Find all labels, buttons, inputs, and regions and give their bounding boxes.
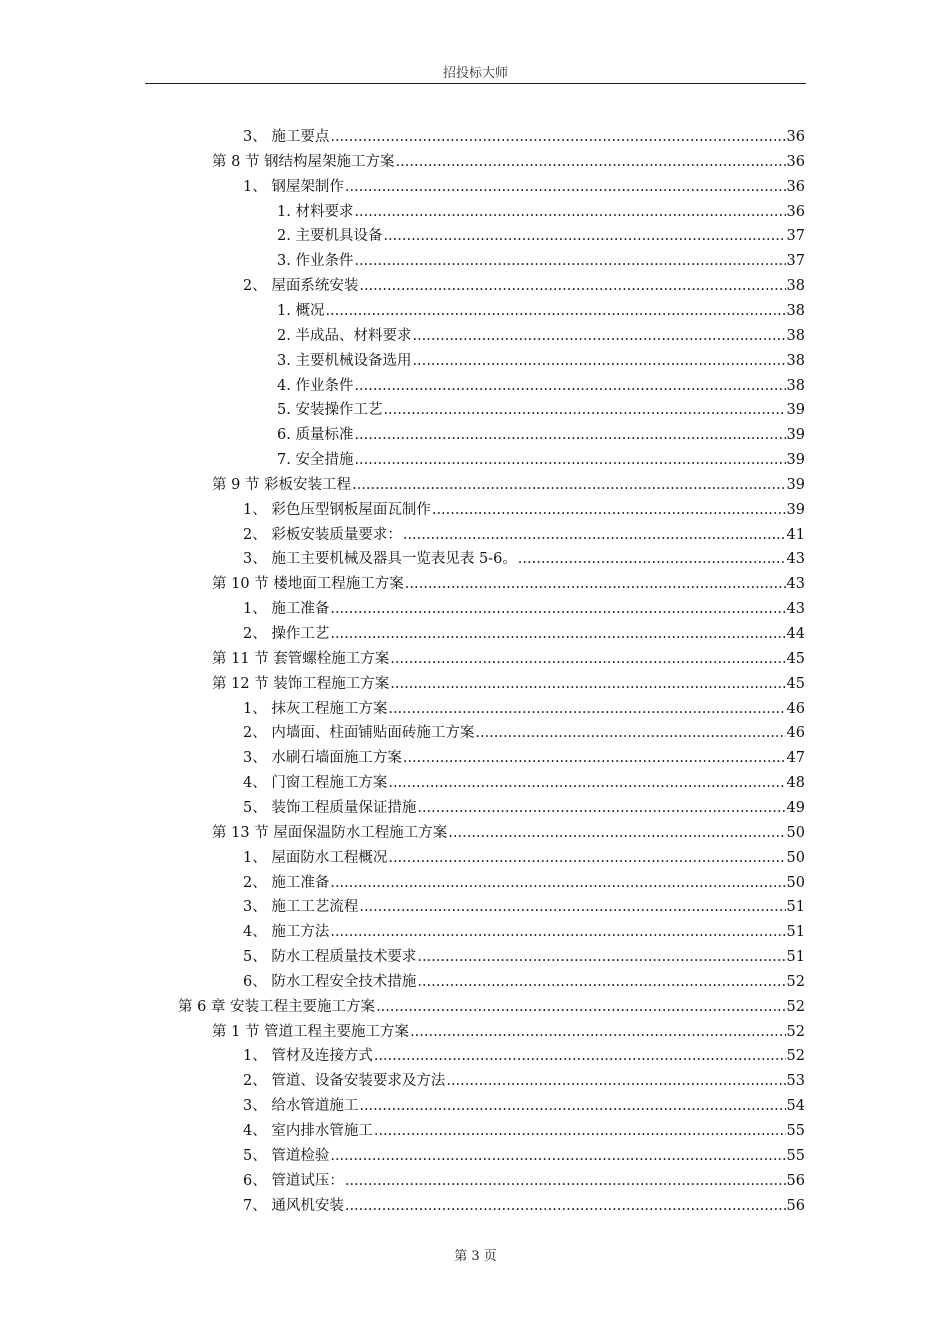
toc-entry[interactable]: [277, 374, 805, 398]
toc-entry-label: 1、 屋面防水工程概况: [243, 849, 388, 866]
toc-entry[interactable]: [243, 175, 805, 199]
toc-entry[interactable]: [243, 920, 805, 944]
toc-entry-page-number: 52: [786, 1023, 805, 1040]
toc-entry-label: 1. 材料要求: [277, 203, 354, 220]
toc-entry[interactable]: [277, 448, 805, 472]
toc-entry[interactable]: [243, 796, 805, 820]
toc-dot-leader: [330, 871, 785, 895]
toc-entry[interactable]: [243, 1194, 805, 1218]
toc-dot-leader: [374, 1044, 786, 1068]
toc-entry-label: 2、 施工准备: [243, 874, 330, 891]
toc-dot-leader: [388, 697, 785, 721]
toc-entry[interactable]: [212, 1020, 805, 1044]
toc-entry-label: 6. 质量标准: [277, 427, 354, 444]
toc-entry-page-number: 46: [786, 725, 805, 742]
toc-dot-leader: [345, 175, 786, 199]
toc-entry-page-number: 36: [786, 153, 805, 170]
toc-entry-label: 6、 管道试压：: [243, 1172, 344, 1189]
toc-dot-leader: [390, 647, 785, 671]
toc-entry-label: 5. 安装操作工艺: [277, 402, 383, 419]
toc-entry-label: 1、 管材及连接方式: [243, 1048, 373, 1065]
toc-entry-page-number: 55: [786, 1123, 805, 1139]
toc-entry-label: 4. 作业条件: [277, 377, 354, 394]
toc-entry-label: 第 10 节 楼地面工程施工方案: [212, 576, 404, 593]
toc-entry-label: 3. 作业条件: [277, 253, 354, 270]
toc-entry[interactable]: [277, 299, 805, 323]
toc-entry-label: 4、 门窗工程施工方案: [243, 775, 388, 792]
toc-dot-leader: [345, 1169, 786, 1193]
toc-entry-page-number: 38: [786, 302, 805, 319]
toc-entry-page-number: 47: [786, 750, 805, 767]
toc-entry[interactable]: [243, 547, 805, 571]
toc-dot-leader: [388, 846, 785, 870]
toc-entry[interactable]: [277, 324, 805, 348]
page-header: 招投标大师: [442, 66, 508, 81]
toc-entry-label: 1、 彩色压型钢板屋面瓦制作: [243, 501, 431, 518]
toc-entry-page-number: 43: [786, 576, 805, 593]
toc-entry-label: 3、 施工主要机械及器具一览表见表 5-6。: [243, 551, 517, 568]
toc-entry-label: 第 9 节 彩板安装工程: [212, 476, 352, 493]
toc-dot-leader: [475, 721, 785, 745]
toc-dot-leader: [448, 821, 785, 845]
toc-entry-label: 第 12 节 装饰工程施工方案: [212, 675, 390, 692]
toc-dot-leader: [396, 150, 786, 174]
toc-entry[interactable]: [243, 1044, 805, 1068]
toc-dot-leader: [330, 622, 785, 646]
toc-entry[interactable]: [243, 1144, 805, 1168]
toc-entry[interactable]: [243, 945, 805, 969]
toc-dot-leader: [354, 200, 785, 224]
toc-dot-leader: [374, 1119, 786, 1143]
toc-entry[interactable]: [277, 249, 805, 273]
toc-entry[interactable]: [243, 1169, 805, 1193]
toc-entry-label: 5、 装饰工程质量保证措施: [243, 799, 417, 816]
toc-entry-label: 2、 管道、设备安装要求及方法: [243, 1073, 446, 1090]
toc-dot-leader: [354, 249, 785, 273]
header-rule: [145, 83, 806, 84]
toc-entry[interactable]: [243, 498, 805, 522]
toc-entry-label: 2. 半成品、材料要求: [277, 327, 412, 344]
toc-entry[interactable]: [178, 995, 805, 1019]
toc-entry[interactable]: [243, 846, 805, 870]
toc-entry[interactable]: [243, 697, 805, 721]
toc-entry-label: 1、 施工准备: [243, 601, 330, 618]
toc-entry-page-number: 39: [786, 476, 805, 493]
toc-entry-page-number: 39: [786, 452, 805, 469]
toc-entry-page-number: 36: [786, 178, 805, 195]
toc-entry-page-number: 50: [786, 824, 805, 841]
toc-entry[interactable]: [243, 871, 805, 895]
toc-entry-page-number: 48: [786, 775, 805, 792]
toc-entry[interactable]: [243, 970, 805, 994]
toc-dot-leader: [330, 597, 785, 621]
toc-entry-page-number: 43: [786, 551, 805, 568]
toc-entry[interactable]: [212, 473, 805, 497]
toc-entry[interactable]: [243, 746, 805, 770]
toc-entry-label: 1、 抹灰工程施工方案: [243, 700, 388, 717]
toc-entry-page-number: 39: [786, 402, 805, 419]
toc-dot-leader: [354, 423, 785, 447]
toc-entry-page-number: 50: [786, 849, 805, 866]
toc-dot-leader: [352, 473, 785, 497]
toc-entry[interactable]: [243, 274, 805, 298]
toc-entry[interactable]: [243, 721, 805, 745]
toc-entry-label: 2、 屋面系统安装: [243, 278, 359, 295]
toc-entry-label: 3. 主要机械设备选用: [277, 352, 412, 369]
toc-entry-page-number: 56: [786, 1197, 805, 1214]
toc-entry[interactable]: [212, 647, 805, 671]
toc-entry-page-number: 52: [786, 973, 805, 990]
toc-entry[interactable]: [212, 821, 805, 845]
toc-entry-label: 2、 彩板安装质量要求：: [243, 526, 402, 543]
toc-dot-leader: [417, 945, 785, 969]
toc-entry-page-number: 54: [786, 1098, 805, 1115]
toc-entry[interactable]: [277, 200, 805, 224]
toc-entry[interactable]: [277, 349, 805, 373]
toc-entry[interactable]: [277, 423, 805, 447]
toc-dot-leader: [390, 672, 785, 696]
toc-entry-page-number: 53: [786, 1073, 805, 1090]
toc-dot-leader: [359, 895, 785, 919]
toc-entry-label: 7. 安全措施: [277, 452, 354, 469]
toc-entry-label: 2、 内墙面、柱面铺贴面砖施工方案: [243, 725, 475, 742]
toc-entry[interactable]: [212, 672, 805, 696]
toc-dot-leader: [412, 324, 785, 348]
toc-dot-leader: [417, 796, 785, 820]
toc-entry-page-number: 38: [786, 278, 805, 295]
toc-dot-leader: [417, 970, 785, 994]
toc-entry-label: 第 11 节 套管螺栓施工方案: [212, 650, 390, 667]
toc-entry-page-number: 39: [786, 501, 805, 518]
toc-entry-label: 第 1 节 管道工程主要施工方案: [212, 1023, 410, 1040]
toc-entry[interactable]: [243, 523, 805, 547]
toc-dot-leader: [354, 374, 785, 398]
toc-entry[interactable]: [243, 125, 805, 149]
toc-dot-leader: [325, 299, 785, 323]
toc-entry[interactable]: [212, 572, 805, 596]
toc-dot-leader: [359, 1094, 785, 1118]
toc-entry-page-number: 52: [786, 998, 805, 1015]
toc-entry-page-number: 51: [786, 949, 805, 966]
toc-entry-label: 6、 防水工程安全技术措施: [243, 973, 417, 990]
toc-entry-page-number: 38: [786, 327, 805, 344]
toc-entry[interactable]: [212, 150, 805, 174]
toc-entry-page-number: 41: [786, 526, 805, 543]
toc-entry-label: 2. 主要机具设备: [277, 228, 383, 245]
toc-entry[interactable]: [243, 771, 805, 795]
toc-entry-label: 3、 给水管道施工: [243, 1098, 359, 1115]
toc-entry[interactable]: [243, 895, 805, 919]
toc-dot-leader: [403, 746, 786, 770]
toc-entry-page-number: 46: [786, 700, 805, 717]
toc-entry-page-number: 51: [786, 924, 805, 941]
toc-dot-leader: [359, 274, 785, 298]
toc-entry-label: 第 13 节 屋面保温防水工程施工方案: [212, 824, 448, 841]
toc-dot-leader: [383, 224, 785, 248]
toc-entry-label: 第 8 节 钢结构屋架施工方案: [212, 153, 395, 170]
toc-dot-leader: [376, 995, 785, 1019]
toc-dot-leader: [330, 1144, 785, 1168]
toc-dot-leader: [446, 1069, 785, 1093]
toc-entry-page-number: 51: [786, 899, 805, 916]
toc-dot-leader: [354, 448, 785, 472]
toc-entry-label: 第 6 章 安装工程主要施工方案: [178, 998, 376, 1015]
toc-entry-label: 4、 施工方法: [243, 924, 330, 941]
toc-entry-page-number: 37: [786, 228, 805, 245]
toc-entry[interactable]: [243, 597, 805, 621]
toc-dot-leader: [432, 498, 786, 522]
toc-entry[interactable]: [243, 1069, 805, 1093]
toc-entry[interactable]: [243, 1119, 805, 1143]
toc-entry-page-number: 36: [786, 203, 805, 220]
toc-dot-leader: [518, 547, 786, 571]
toc-entry[interactable]: [243, 622, 805, 646]
toc-entry-label: 1、 钢屋架制作: [243, 178, 344, 195]
toc-entry-label: 2、 操作工艺: [243, 626, 330, 642]
toc-entry-page-number: 49: [786, 799, 805, 816]
toc-entry-label: 7、 通风机安装: [243, 1197, 344, 1214]
toc-entry-page-number: 44: [786, 626, 805, 642]
toc-entry-page-number: 43: [786, 601, 805, 618]
toc-entry-label: 3、 施工要点: [243, 129, 330, 145]
toc-entry-page-number: 37: [786, 253, 805, 270]
toc-entry[interactable]: [277, 398, 805, 422]
toc-dot-leader: [410, 1020, 785, 1044]
toc-entry-page-number: 52: [786, 1048, 805, 1065]
toc-entry-page-number: 38: [786, 352, 805, 369]
toc-entry[interactable]: [243, 1094, 805, 1118]
toc-entry-page-number: 38: [786, 377, 805, 394]
toc-entry-label: 1. 概况: [277, 302, 325, 319]
toc-entry-label: 4、 室内排水管施工: [243, 1123, 373, 1139]
toc-entry-page-number: 39: [786, 427, 805, 444]
toc-entry-page-number: 45: [786, 650, 805, 667]
toc-dot-leader: [412, 349, 785, 373]
toc-dot-leader: [405, 572, 786, 596]
toc-dot-leader: [403, 523, 786, 547]
toc-dot-leader: [383, 398, 785, 422]
toc-dot-leader: [345, 1194, 786, 1218]
toc-entry-page-number: 50: [786, 874, 805, 891]
page-footer: 第 3 页: [454, 1249, 497, 1264]
toc-entry-page-number: 56: [786, 1172, 805, 1189]
toc-entry-page-number: 45: [786, 675, 805, 692]
toc-entry-label: 3、 施工工艺流程: [243, 899, 359, 916]
toc-entry-label: 3、 水刷石墙面施工方案: [243, 750, 402, 767]
toc-dot-leader: [388, 771, 785, 795]
toc-entry-page-number: 55: [786, 1147, 805, 1164]
toc-dot-leader: [330, 125, 785, 149]
toc-entry[interactable]: [277, 224, 805, 248]
toc-entry-page-number: 36: [786, 129, 805, 145]
toc-dot-leader: [330, 920, 785, 944]
toc-entry-label: 5、 管道检验: [243, 1147, 330, 1164]
toc-entry-label: 5、 防水工程质量技术要求: [243, 949, 417, 966]
